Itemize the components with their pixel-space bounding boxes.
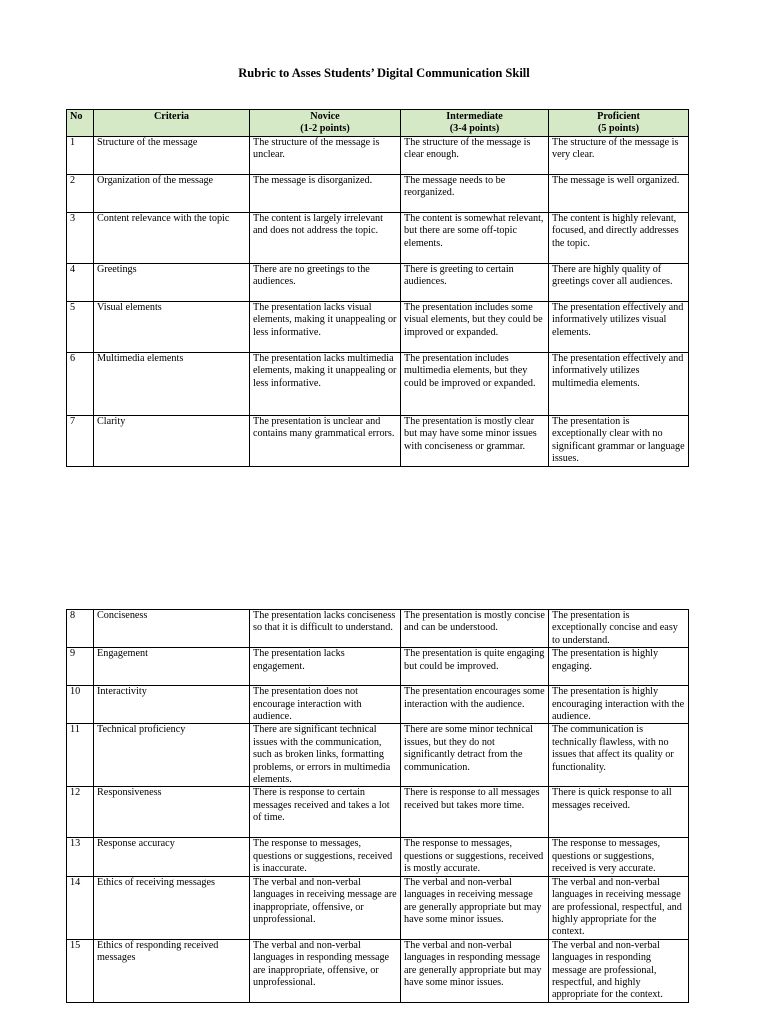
row-criteria: Response accuracy: [94, 838, 250, 876]
row-proficient: The presentation is highly engaging.: [549, 648, 689, 686]
row-criteria: Organization of the message: [94, 175, 250, 213]
table-row: [67, 787, 689, 838]
row-novice: The presentation lacks conciseness so that it is difficult to understand.: [250, 610, 401, 648]
row-criteria: Clarity: [94, 416, 250, 467]
row-proficient: The message is well organized.: [549, 175, 689, 213]
rubric-table-page-1: [66, 109, 689, 467]
row-criteria: Visual elements: [94, 302, 250, 353]
row-novice: The verbal and non-verbal languages in responding message are inappropriate, offensive, or unprofessional.: [250, 939, 401, 1002]
table-row: [67, 876, 689, 939]
row-proficient: The verbal and non-verbal languages in responding message are professional, respectful, and highly appropriate for the context.: [549, 939, 689, 1002]
row-proficient: The verbal and non-verbal languages in receiving message are professional, respectful, and highly appropriate for the context.: [549, 876, 689, 939]
row-novice: The presentation lacks multimedia elements, making it unappealing or less informative.: [250, 353, 401, 416]
table-row: [67, 175, 689, 213]
row-number: 12: [67, 787, 94, 838]
row-criteria: Multimedia elements: [94, 353, 250, 416]
table-row: [67, 939, 689, 1002]
rubric-table-page-2: [66, 609, 689, 1003]
row-number: 1: [67, 137, 94, 175]
row-intermediate: There is response to all messages received but takes more time.: [401, 787, 549, 838]
row-intermediate: The presentation is mostly clear but may have some minor issues with conciseness or grammar.: [401, 416, 549, 467]
row-criteria: Ethics of receiving messages: [94, 876, 250, 939]
row-criteria: Ethics of responding received messages: [94, 939, 250, 1002]
row-criteria: Engagement: [94, 648, 250, 686]
row-intermediate: The presentation is quite engaging but could be improved.: [401, 648, 549, 686]
row-proficient: There is quick response to all messages received.: [549, 787, 689, 838]
row-novice: The presentation does not encourage interaction with audience.: [250, 686, 401, 724]
row-novice: The verbal and non-verbal languages in receiving message are inappropriate, offensive, or unprofessional.: [250, 876, 401, 939]
header-proficient: Proficient (5 points): [549, 110, 689, 137]
header-no: No: [67, 110, 94, 137]
row-intermediate: The verbal and non-verbal languages in receiving message are generally appropriate but may have some minor issues.: [401, 876, 549, 939]
row-intermediate: The presentation encourages some interaction with the audience.: [401, 686, 549, 724]
row-intermediate: The content is somewhat relevant, but there are some off-topic elements.: [401, 213, 549, 264]
row-number: 9: [67, 648, 94, 686]
row-intermediate: The message needs to be reorganized.: [401, 175, 549, 213]
row-criteria: Content relevance with the topic: [94, 213, 250, 264]
row-number: 10: [67, 686, 94, 724]
table-row: [67, 137, 689, 175]
row-intermediate: There is greeting to certain audiences.: [401, 264, 549, 302]
row-novice: The presentation is unclear and contains many grammatical errors.: [250, 416, 401, 467]
document-title: Rubric to Asses Students’ Digital Communication Skill: [238, 66, 530, 80]
row-number: 3: [67, 213, 94, 264]
row-number: 13: [67, 838, 94, 876]
row-number: 11: [67, 724, 94, 787]
table-row: [67, 724, 689, 787]
row-intermediate: The presentation is mostly concise and can be understood.: [401, 610, 549, 648]
row-novice: The response to messages, questions or suggestions, received is inaccurate.: [250, 838, 401, 876]
row-novice: The presentation lacks visual elements, making it unappealing or less informative.: [250, 302, 401, 353]
row-number: 7: [67, 416, 94, 467]
row-intermediate: The presentation includes multimedia elements, but they could be improved or expanded.: [401, 353, 549, 416]
row-novice: The message is disorganized.: [250, 175, 401, 213]
table-header-row: [67, 110, 689, 137]
row-novice: The content is largely irrelevant and does not address the topic.: [250, 213, 401, 264]
row-number: 5: [67, 302, 94, 353]
row-intermediate: There are some minor technical issues, but they do not significantly detract from the communication.: [401, 724, 549, 787]
row-number: 6: [67, 353, 94, 416]
row-proficient: The presentation is highly encouraging interaction with the audience.: [549, 686, 689, 724]
row-number: 8: [67, 610, 94, 648]
row-novice: There are no greetings to the audiences.: [250, 264, 401, 302]
row-criteria: Structure of the message: [94, 137, 250, 175]
row-proficient: There are highly quality of greetings cover all audiences.: [549, 264, 689, 302]
table-row: [67, 302, 689, 353]
table-row: [67, 648, 689, 686]
table-row: [67, 353, 689, 416]
row-intermediate: The structure of the message is clear enough.: [401, 137, 549, 175]
row-number: 14: [67, 876, 94, 939]
row-novice: The structure of the message is unclear.: [250, 137, 401, 175]
row-proficient: The presentation effectively and informatively utilizes visual elements.: [549, 302, 689, 353]
row-proficient: The presentation is exceptionally clear with no significant grammar or language issues.: [549, 416, 689, 467]
row-intermediate: The presentation includes some visual elements, but they could be improved or expanded.: [401, 302, 549, 353]
row-proficient: The response to messages, questions or suggestions, received is very accurate.: [549, 838, 689, 876]
header-novice: Novice (1-2 points): [250, 110, 401, 137]
row-novice: There are significant technical issues with the communication, such as broken links, formatting problems, or errors in multimedia elements.: [250, 724, 401, 787]
table-row: [67, 686, 689, 724]
row-criteria: Greetings: [94, 264, 250, 302]
row-number: 15: [67, 939, 94, 1002]
row-proficient: The structure of the message is very clear.: [549, 137, 689, 175]
row-intermediate: The response to messages, questions or suggestions, received is mostly accurate.: [401, 838, 549, 876]
table-row: [67, 838, 689, 876]
row-novice: There is response to certain messages received and takes a lot of time.: [250, 787, 401, 838]
table-row: [67, 610, 689, 648]
row-number: 4: [67, 264, 94, 302]
row-number: 2: [67, 175, 94, 213]
table-row: [67, 264, 689, 302]
row-novice: The presentation lacks engagement.: [250, 648, 401, 686]
row-proficient: The content is highly relevant, focused, and directly addresses the topic.: [549, 213, 689, 264]
row-criteria: Conciseness: [94, 610, 250, 648]
row-proficient: The presentation is exceptionally concise and easy to understand.: [549, 610, 689, 648]
header-intermediate: Intermediate (3-4 points): [401, 110, 549, 137]
row-proficient: The communication is technically flawless, with no issues that affect its quality or functionality.: [549, 724, 689, 787]
header-criteria: Criteria: [94, 110, 250, 137]
table-row: [67, 213, 689, 264]
row-intermediate: The verbal and non-verbal languages in responding message are generally appropriate but may have some minor issues.: [401, 939, 549, 1002]
row-criteria: Responsiveness: [94, 787, 250, 838]
row-criteria: Technical proficiency: [94, 724, 250, 787]
table-row: [67, 416, 689, 467]
row-criteria: Interactivity: [94, 686, 250, 724]
row-proficient: The presentation effectively and informatively utilizes multimedia elements.: [549, 353, 689, 416]
